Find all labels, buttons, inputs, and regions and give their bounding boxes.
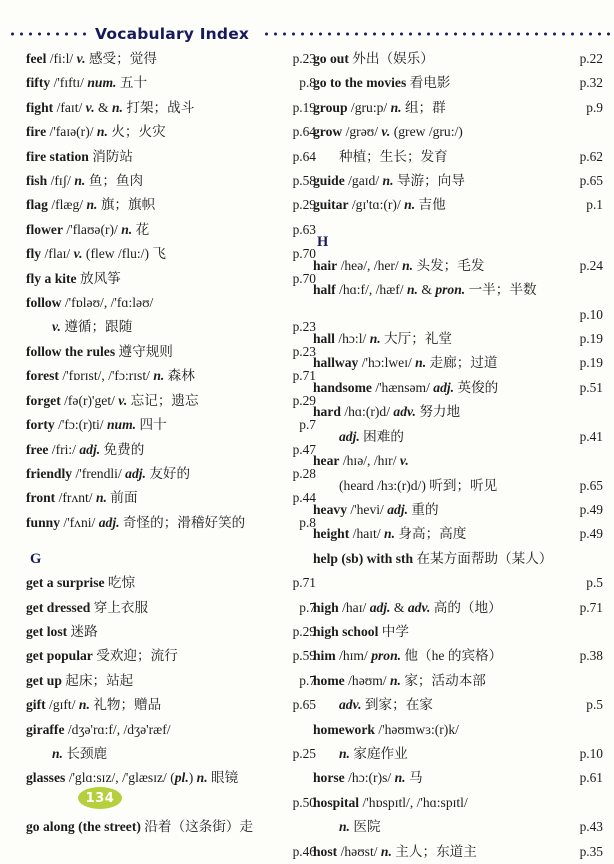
entry-text: fire station 消防站 (26, 148, 133, 164)
entry-page-ref: p.65 (292, 697, 316, 713)
index-entry (26, 218, 316, 242)
entry-page-ref: p.19 (579, 355, 603, 371)
page-title: Vocabulary Index (95, 25, 250, 43)
entry-page-ref: p.8 (299, 75, 316, 91)
entry-text: height /haɪt/ n. 身高；高度 (313, 526, 467, 542)
entry-text: glasses /'glɑ:sɪz/, /'glæsɪz/ (pl.) n. 眼镜 (26, 770, 239, 786)
entry-text: heavy /'hevi/ adj. 重的 (313, 501, 439, 517)
index-entry (26, 486, 316, 510)
entry-page-ref: p.8 (299, 514, 316, 530)
index-column-left (26, 47, 316, 864)
entry-page-ref: p.65 (579, 477, 603, 493)
index-entry (26, 120, 316, 144)
index-entry (313, 425, 603, 449)
index-entry (313, 669, 603, 693)
index-entry (313, 791, 603, 815)
index-entry (313, 815, 603, 839)
entry-page-ref: p.10 (579, 745, 603, 761)
entry-text: home /həʊm/ n. 家；活动本部 (313, 672, 486, 688)
index-entry (26, 693, 316, 717)
entry-page-ref: p.41 (579, 428, 603, 444)
entry-page-ref: p.23 (292, 343, 316, 359)
entry-text: get popular 受欢迎；流行 (26, 648, 178, 664)
entry-page-ref: p.32 (579, 75, 603, 91)
index-entry (313, 96, 603, 120)
entry-page-ref: p.1 (586, 197, 603, 213)
entry-page-ref: p.58 (292, 173, 316, 189)
entry-page-ref: p.59 (292, 648, 316, 664)
entry-page-ref: p.24 (579, 257, 603, 273)
index-entry (26, 71, 316, 95)
index-entry (26, 193, 316, 217)
entry-page-ref: p.5 (586, 697, 603, 713)
index-entry (313, 620, 603, 644)
entry-page-ref: p.35 (579, 843, 603, 859)
entry-text: funny /'fʌni/ adj. 奇怪的；滑稽好笑的 (26, 514, 246, 530)
entry-page-ref: p.9 (586, 99, 603, 115)
entry-page-ref: p.7 (299, 672, 316, 688)
entry-text: n. 长颈鹿 (52, 745, 108, 761)
entry-text: n. 家庭作业 (339, 745, 408, 761)
index-entry (26, 47, 316, 71)
index-entry (26, 340, 316, 364)
entry-text: go along (the street) 沿着（这条街）走 (26, 819, 254, 835)
entry-text: fly /flaɪ/ v. (flew /flu:/) 飞 (26, 246, 166, 262)
index-entry (26, 389, 316, 413)
entry-text: group /gru:p/ n. 组；群 (313, 99, 446, 115)
index-entry (26, 742, 316, 766)
entry-text: guitar /gɪ'tɑ:(r)/ n. 吉他 (313, 197, 446, 213)
entry-text: homework /'həʊmwɜ:(r)k/ (313, 721, 459, 737)
index-entry (313, 254, 603, 278)
entry-text: horse /hɔ:(r)s/ n. 马 (313, 770, 423, 786)
index-entry (313, 522, 603, 546)
index-entry (26, 413, 316, 437)
entry-text: him /hɪm/ pron. 他（he 的宾格） (313, 648, 503, 664)
entry-text: n. 医院 (339, 819, 381, 835)
entry-text: handsome /'hænsəm/ adj. 英俊的 (313, 379, 499, 395)
entry-text: go to the movies 看电影 (313, 75, 451, 91)
index-entry (26, 815, 316, 839)
entry-page-ref: p.50 (292, 794, 316, 810)
entry-text: go out 外出（娱乐） (313, 51, 434, 66)
index-entry (313, 474, 603, 498)
index-entry (313, 766, 603, 790)
entry-text: hair /heə/, /her/ n. 头发；毛发 (313, 257, 485, 273)
entry-page-ref: p.38 (579, 648, 603, 664)
index-entry (26, 718, 316, 742)
index-entry (313, 376, 603, 400)
index-entry (313, 71, 603, 95)
index-entry (313, 169, 603, 193)
entry-text: hallway /'hɔ:lweɪ/ n. 走廊；过道 (313, 355, 498, 371)
entry-text: free /fri:/ adj. 免费的 (26, 441, 145, 457)
entry-page-ref: p.29 (292, 197, 316, 213)
entry-page-ref: p.19 (579, 331, 603, 347)
index-entry (313, 596, 603, 620)
entry-text: forty /'fɔ:(r)ti/ num. 四十 (26, 417, 167, 433)
index-entry (313, 840, 603, 864)
entry-text: host /həʊst/ n. 主人；东道主 (313, 843, 477, 859)
index-entry (313, 400, 603, 424)
entry-page-ref: p.44 (292, 490, 316, 506)
entry-text: help (sb) with sth 在某方面帮助（某人） (313, 550, 553, 566)
entry-page-ref: p.70 (292, 270, 316, 286)
entry-text: adv. 到家；在家 (339, 697, 433, 713)
entry-text: get dressed 穿上衣服 (26, 599, 149, 615)
entry-text: high /haɪ/ adj. & adv. 高的（地） (313, 599, 502, 615)
index-entry (313, 449, 603, 473)
index-entry (26, 145, 316, 169)
entry-page-ref: p.47 (292, 441, 316, 457)
index-entry (313, 742, 603, 766)
index-entry (26, 169, 316, 193)
header-dotted-rule-right (262, 32, 614, 36)
index-entry (313, 351, 603, 375)
entry-page-ref: p.49 (579, 501, 603, 517)
index-entry (26, 291, 316, 315)
index-entry (313, 644, 603, 668)
entry-page-ref: p.43 (579, 819, 603, 835)
entry-page-ref: p.64 (292, 124, 316, 140)
index-entry (26, 766, 316, 790)
page-number-label: 134 (85, 790, 115, 806)
entry-text: (heard /hɜ:(r)d/) 听到；听见 (339, 477, 498, 493)
entry-text: fight /faɪt/ v. & n. 打架；战斗 (26, 99, 195, 115)
entry-text: adj. 困难的 (339, 428, 404, 444)
index-entry (313, 547, 603, 571)
entry-text: high school 中学 (313, 623, 409, 639)
index-entry (26, 242, 316, 266)
entry-page-ref: p.71 (292, 368, 316, 384)
entry-text: get lost 迷路 (26, 623, 98, 639)
entry-page-ref: p.22 (579, 51, 603, 66)
entry-text: fly a kite 放风筝 (26, 270, 121, 286)
entry-text: fish /fɪʃ/ n. 鱼；鱼肉 (26, 173, 144, 189)
entry-page-ref: p.19 (292, 99, 316, 115)
entry-page-ref: p.61 (579, 770, 603, 786)
entry-page-ref: p.65 (579, 173, 603, 189)
index-entry (26, 644, 316, 668)
entry-page-ref: p.29 (292, 392, 316, 408)
entry-text: hall /hɔ:l/ n. 大厅；礼堂 (313, 331, 453, 347)
section-spacer (26, 535, 316, 548)
entry-text: get a surprise 吃惊 (26, 575, 136, 591)
entry-page-ref: p.29 (292, 623, 316, 639)
page-ref-row (26, 840, 316, 864)
page-ref-row (313, 303, 603, 327)
entry-text: hospital /'hɒspɪtl/, /'hɑ:spɪtl/ (313, 794, 468, 810)
index-entry (26, 315, 316, 339)
entry-page-ref: p.28 (292, 465, 316, 481)
entry-text: flower /'flaʊə(r)/ n. 花 (26, 221, 150, 237)
index-entry (313, 47, 603, 71)
entry-text: feel /fi:l/ v. 感受；觉得 (26, 51, 157, 66)
index-entry (313, 193, 603, 217)
index-entry (313, 278, 603, 302)
index-entry (26, 96, 316, 120)
entry-text: fire /'faɪə(r)/ n. 火；火灾 (26, 124, 166, 140)
entry-text: gift /gɪft/ n. 礼物；赠品 (26, 697, 162, 713)
entry-text: fifty /'fɪftɪ/ num. 五十 (26, 75, 148, 91)
entry-text: forget /fə(r)'get/ v. 忘记；遗忘 (26, 392, 199, 408)
entry-text: hear /hɪə/, /hɪr/ v. (313, 453, 409, 469)
entry-page-ref: p.62 (579, 148, 603, 164)
entry-page-ref: p.10 (579, 306, 603, 322)
entry-page-ref: p.64 (292, 148, 316, 164)
index-entry (26, 571, 316, 595)
section-letter-heading: G (30, 551, 42, 568)
entry-text: half /hɑ:f/, /hæf/ n. & pron. 一半；半数 (313, 282, 537, 298)
entry-text: v. 遵循；跟随 (52, 319, 133, 335)
entry-page-ref: p.51 (579, 379, 603, 395)
index-entry (313, 145, 603, 169)
header-dotted-rule-left (8, 32, 90, 36)
entry-text: giraffe /dʒə'rɑ:f/, /dʒə'ræf/ (26, 721, 171, 737)
index-entry (313, 498, 603, 522)
entry-page-ref: p.46 (292, 843, 316, 859)
index-entry (26, 462, 316, 486)
entry-text: hard /hɑ:(r)d/ adv. 努力地 (313, 404, 461, 420)
entry-text: follow the rules 遵守规则 (26, 343, 173, 359)
page-ref-row (313, 571, 603, 595)
entry-page-ref: p.23 (292, 51, 316, 66)
entry-page-ref: p.5 (586, 575, 603, 591)
entry-page-ref: p.7 (299, 599, 316, 615)
index-entry (313, 120, 603, 144)
entry-text: guide /gaɪd/ n. 导游；向导 (313, 173, 465, 189)
entry-page-ref: p.23 (292, 319, 316, 335)
index-entry (26, 438, 316, 462)
index-entry (26, 596, 316, 620)
page-ref-row (26, 791, 316, 815)
index-entry (26, 620, 316, 644)
index-entry (313, 718, 603, 742)
index-entry (26, 669, 316, 693)
entry-text: grow /grəʊ/ v. (grew /gru:/) (313, 124, 463, 140)
index-entry (26, 364, 316, 388)
entry-page-ref: p.25 (292, 745, 316, 761)
entry-text: 种植；生长；发育 (339, 148, 448, 164)
entry-text: friendly /'frendli/ adj. 友好的 (26, 465, 191, 481)
entry-page-ref: p.49 (579, 526, 603, 542)
entry-page-ref: p.70 (292, 246, 316, 262)
index-entry (313, 327, 603, 351)
entry-page-ref: p.71 (292, 575, 316, 591)
index-entry (313, 693, 603, 717)
entry-text: front /frʌnt/ n. 前面 (26, 490, 138, 506)
entry-text: follow /'fɒləʊ/, /'fɑ:ləʊ/ (26, 295, 154, 311)
section-letter-heading: H (317, 233, 329, 250)
entry-text: forest /'fɒrɪst/, /'fɔ:rɪst/ n. 森林 (26, 368, 195, 384)
index-entry (26, 511, 316, 535)
index-column-right (313, 47, 603, 864)
entry-page-ref: p.71 (579, 599, 603, 615)
entry-text: get up 起床；站起 (26, 672, 134, 688)
entry-page-ref: p.63 (292, 221, 316, 237)
section-spacer (313, 218, 603, 231)
index-entry (26, 267, 316, 291)
page-number-badge (78, 787, 122, 809)
entry-page-ref: p.7 (299, 417, 316, 433)
entry-text: flag /flæg/ n. 旗；旗帜 (26, 197, 156, 213)
page-header (0, 22, 614, 46)
